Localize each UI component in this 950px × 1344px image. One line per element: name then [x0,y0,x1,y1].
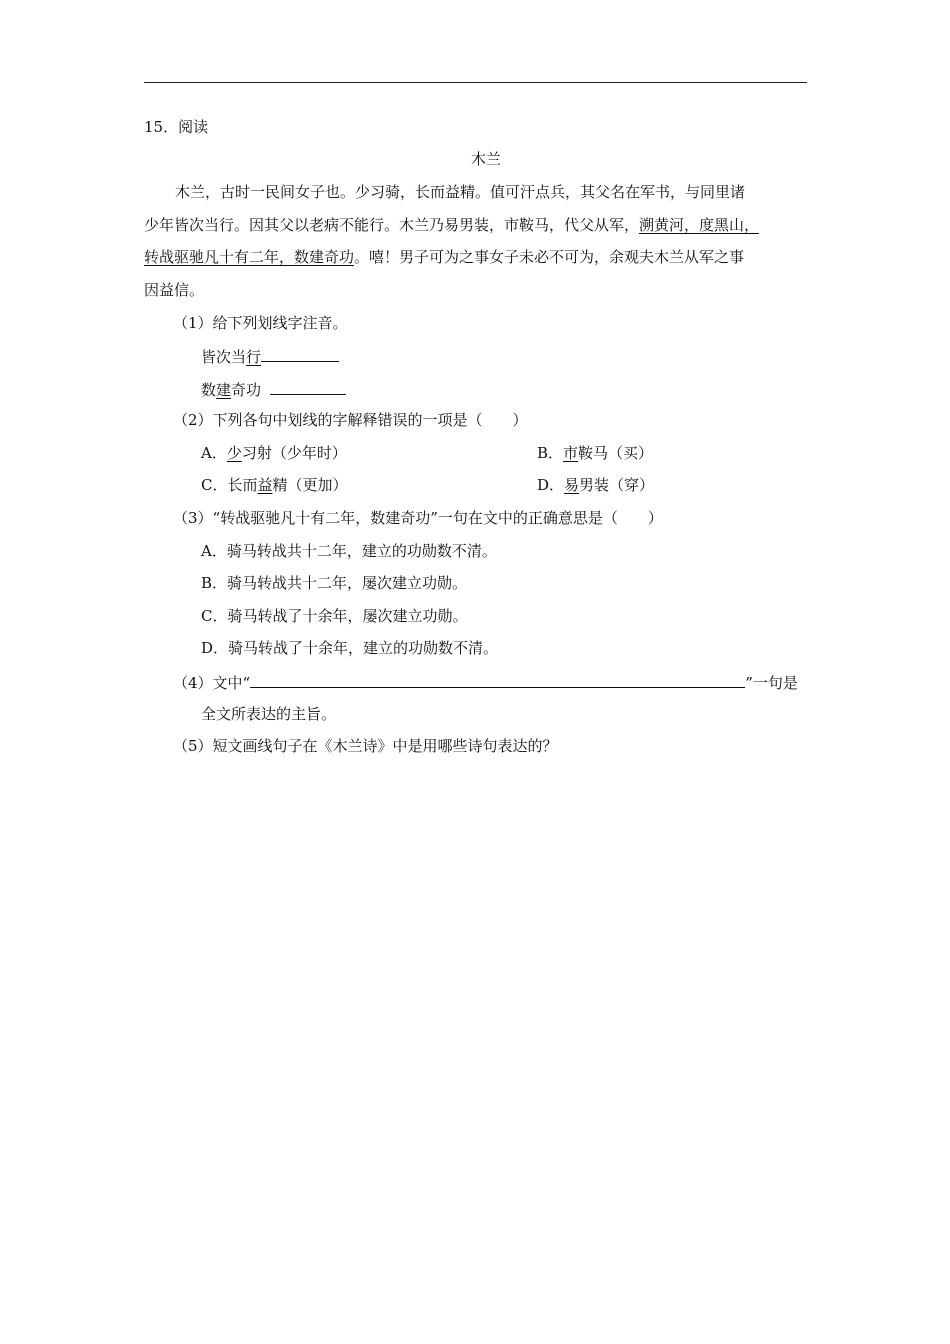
answer-blank[interactable] [270,378,346,395]
passage-text: 木兰，古时一民间女子也。少习骑，长而益精。值可汗点兵，其父名在军书，与同里诸 [175,183,746,201]
q4-text: ”一句是 [745,674,798,692]
passage-line-1 [175,182,745,202]
q1-item-1-text: 皆次当 [201,348,247,366]
option-label: D． [537,476,565,494]
q3-prompt: （3）“转战驱驰凡十有二年，数建奇功”一句在文中的正确意思是（ ） [173,509,663,527]
option-text: 男装（穿） [579,476,655,494]
option-label: B． [537,444,564,462]
underlined-char: 益 [257,476,273,494]
q2-option-a[interactable] [201,443,347,463]
q4-line-2: 全文所表达的主旨。 [201,705,337,723]
underlined-sentence: 溯黄河，度黑山， [639,216,760,234]
q2-option-c[interactable] [201,475,348,495]
option-text: 习射（少年时） [241,444,347,462]
option-label: C．长而 [201,476,258,494]
q1-item-1 [201,345,339,367]
underlined-char: 少 [226,444,242,462]
q1-item-2-text: 数 [201,381,217,399]
q4-text: （4）文中“ [173,674,251,692]
q3-option-a[interactable]: A．骑马转战共十二年，建立的功勋数不清。 [201,542,497,560]
q3-option-b[interactable]: B．骑马转战共十二年，屡次建立功勋。 [201,574,468,592]
q2-option-b[interactable] [537,443,653,463]
passage-text: 少年皆次当行。因其父以老病不能行。木兰乃易男装，市鞍马，代父从军， [144,216,640,234]
answer-blank[interactable] [261,345,339,362]
passage-title: 木兰 [471,150,502,168]
option-label: A． [201,444,227,462]
passage-line-4: 因益信。 [144,281,205,299]
passage-line-3 [144,247,744,267]
underlined-char: 行 [246,348,262,366]
q1-item-2-text: 奇功 [231,381,262,399]
underlined-sentence: 转战驱驰凡十有二年，数建奇功 [144,248,355,266]
q2-prompt: （2）下列各句中划线的字解释错误的一项是（ ） [173,411,528,429]
option-text: 精（更加） [272,476,348,494]
q3-option-c[interactable]: C．骑马转战了十余年，屡次建立功勋。 [201,607,468,625]
q2-option-d[interactable] [537,475,654,495]
header-rule [144,82,807,83]
underlined-char: 建 [216,381,232,399]
question-number: 15．阅读 [144,118,209,136]
answer-blank[interactable] [250,671,745,688]
passage-line-2 [144,215,759,235]
q1-item-2 [201,378,346,400]
option-text: 鞍马（买） [578,444,654,462]
underlined-char: 市 [563,444,579,462]
q3-option-d[interactable]: D．骑马转战了十余年，建立的功勋数不清。 [201,639,499,657]
q4-prompt [173,671,798,693]
passage-text: 。嘻！男子可为之事女子未必不可为，余观夫木兰从军之事 [354,248,745,266]
q5-prompt: （5）短文画线句子在《木兰诗》中是用哪些诗句表达的？ [173,737,558,755]
q1-prompt: （1）给下列划线字注音。 [173,314,348,332]
underlined-char: 易 [564,476,580,494]
